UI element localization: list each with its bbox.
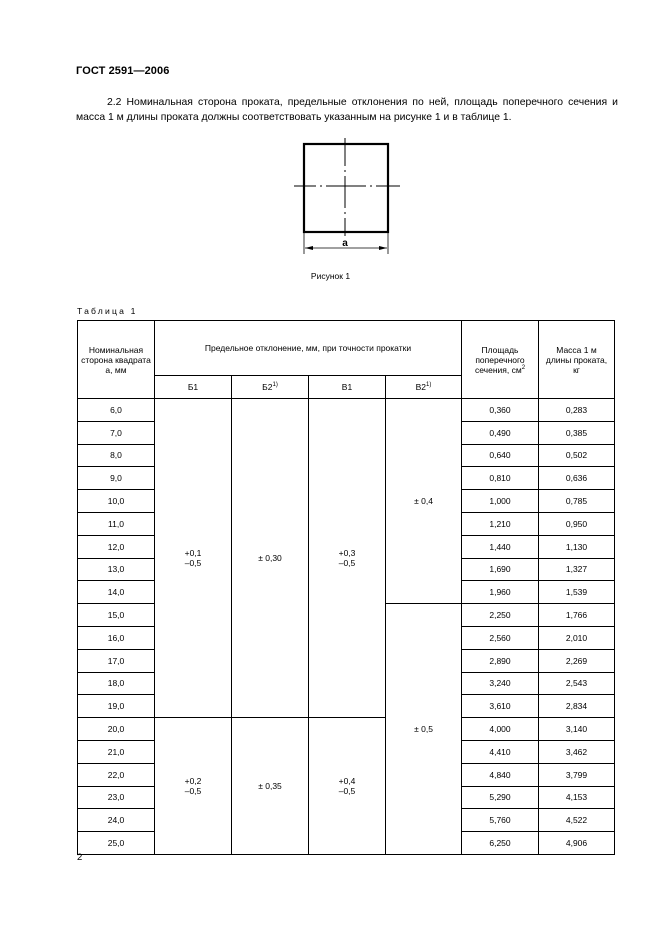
cell-side: 19,0 bbox=[78, 695, 155, 718]
cell-area: 0,490 bbox=[462, 421, 539, 444]
table-row bbox=[78, 718, 615, 741]
cell-mass: 4,522 bbox=[539, 809, 615, 832]
cell-side: 25,0 bbox=[78, 832, 155, 855]
cell-side: 13,0 bbox=[78, 558, 155, 581]
cell-area: 5,760 bbox=[462, 809, 539, 832]
cell-side: 14,0 bbox=[78, 581, 155, 604]
page-number: 2 bbox=[77, 852, 83, 863]
figure-caption: Рисунок 1 bbox=[310, 271, 351, 281]
dimension-label: a bbox=[342, 238, 348, 249]
deviation-minus: –0,5 bbox=[184, 786, 202, 797]
cell-mass: 4,906 bbox=[539, 832, 615, 855]
cell-mass: 0,385 bbox=[539, 421, 615, 444]
cell-mass: 1,766 bbox=[539, 604, 615, 627]
table-row bbox=[78, 399, 615, 422]
subheader-v1: В1 bbox=[309, 376, 386, 399]
deviation-b1-group bbox=[155, 718, 232, 855]
cell-area: 1,690 bbox=[462, 558, 539, 581]
square-outline bbox=[304, 144, 388, 232]
deviation-v1-group bbox=[309, 399, 386, 718]
cell-area: 4,410 bbox=[462, 740, 539, 763]
cell-mass: 2,543 bbox=[539, 672, 615, 695]
cell-side: 22,0 bbox=[78, 763, 155, 786]
cell-mass: 0,283 bbox=[539, 399, 615, 422]
cell-mass: 3,799 bbox=[539, 763, 615, 786]
deviation-v1-group bbox=[309, 718, 386, 855]
cell-area: 2,250 bbox=[462, 604, 539, 627]
deviation-b1-group bbox=[155, 399, 232, 718]
cell-side: 15,0 bbox=[78, 604, 155, 627]
deviation-v2-group: ± 0,5 bbox=[386, 604, 462, 855]
header-side: Номинальная сторона квадрата а, мм bbox=[78, 321, 155, 399]
deviation-v2-group: ± 0,4 bbox=[386, 399, 462, 604]
cell-side: 11,0 bbox=[78, 512, 155, 535]
subheader-b2: Б2$^{1)}$ bbox=[232, 376, 309, 399]
cell-mass: 1,539 bbox=[539, 581, 615, 604]
subheader-v2: В2$^{1)}$ bbox=[386, 376, 462, 399]
cell-side: 20,0 bbox=[78, 718, 155, 741]
cell-area: 4,840 bbox=[462, 763, 539, 786]
cell-area: 0,360 bbox=[462, 399, 539, 422]
cell-side: 24,0 bbox=[78, 809, 155, 832]
cell-mass: 2,834 bbox=[539, 695, 615, 718]
cell-side: 23,0 bbox=[78, 786, 155, 809]
paragraph-text: 2.2 Номинальная сторона проката, предельные отклонения по ней, площадь поперечного сечения и масса 1 м длины проката должны соответствовать указанным на рисунке 1 и в таблице 1. bbox=[76, 97, 618, 123]
section-paragraph bbox=[76, 95, 618, 125]
cell-side: 16,0 bbox=[78, 626, 155, 649]
cell-side: 8,0 bbox=[78, 444, 155, 467]
table-label: Таблица 1 bbox=[77, 306, 138, 316]
cell-area: 2,560 bbox=[462, 626, 539, 649]
deviation-b2-group: ± 0,35 bbox=[232, 718, 309, 855]
table-header-row bbox=[78, 321, 615, 376]
square-section-drawing bbox=[290, 136, 420, 256]
cell-mass: 4,153 bbox=[539, 786, 615, 809]
header-deviation: Предельное отклонение, мм, при точности прокатки bbox=[155, 321, 462, 376]
cell-area: 1,960 bbox=[462, 581, 539, 604]
cell-mass: 1,327 bbox=[539, 558, 615, 581]
cell-area: 2,890 bbox=[462, 649, 539, 672]
deviation-plus: +0,3 bbox=[338, 548, 356, 559]
cell-area: 3,610 bbox=[462, 695, 539, 718]
cell-mass: 3,462 bbox=[539, 740, 615, 763]
cell-area: 1,440 bbox=[462, 535, 539, 558]
cell-mass: 0,502 bbox=[539, 444, 615, 467]
cell-area: 1,000 bbox=[462, 490, 539, 513]
cell-side: 12,0 bbox=[78, 535, 155, 558]
data-table bbox=[77, 320, 615, 855]
cell-mass: 0,950 bbox=[539, 512, 615, 535]
header-area: Площадь поперечного сечения, $см^2$ bbox=[462, 321, 539, 399]
cell-area: 0,810 bbox=[462, 467, 539, 490]
cell-mass: 2,269 bbox=[539, 649, 615, 672]
cell-side: 10,0 bbox=[78, 490, 155, 513]
cell-side: 9,0 bbox=[78, 467, 155, 490]
cell-mass: 1,130 bbox=[539, 535, 615, 558]
cell-side: 17,0 bbox=[78, 649, 155, 672]
cell-mass: 0,785 bbox=[539, 490, 615, 513]
deviation-plus: +0,2 bbox=[184, 776, 202, 787]
cell-side: 18,0 bbox=[78, 672, 155, 695]
deviation-minus: –0,5 bbox=[184, 558, 202, 569]
deviation-plus: +0,1 bbox=[184, 548, 202, 559]
cell-mass: 0,636 bbox=[539, 467, 615, 490]
document-header: ГОСТ 2591—2006 bbox=[76, 65, 170, 77]
cell-area: 6,250 bbox=[462, 832, 539, 855]
cell-side: 6,0 bbox=[78, 399, 155, 422]
deviation-plus: +0,4 bbox=[338, 776, 356, 787]
cell-mass: 2,010 bbox=[539, 626, 615, 649]
cell-side: 7,0 bbox=[78, 421, 155, 444]
cell-mass: 3,140 bbox=[539, 718, 615, 741]
cell-side: 21,0 bbox=[78, 740, 155, 763]
subheader-b1: Б1 bbox=[155, 376, 232, 399]
cell-area: 1,210 bbox=[462, 512, 539, 535]
deviation-minus: –0,5 bbox=[338, 558, 356, 569]
cell-area: 3,240 bbox=[462, 672, 539, 695]
cell-area: 4,000 bbox=[462, 718, 539, 741]
cell-area: 5,290 bbox=[462, 786, 539, 809]
deviation-b2-group: ± 0,30 bbox=[232, 399, 309, 718]
figure-square-section bbox=[290, 136, 420, 261]
header-mass: Масса 1 м длины проката, кг bbox=[539, 321, 615, 399]
deviation-minus: –0,5 bbox=[338, 786, 356, 797]
cell-area: 0,640 bbox=[462, 444, 539, 467]
